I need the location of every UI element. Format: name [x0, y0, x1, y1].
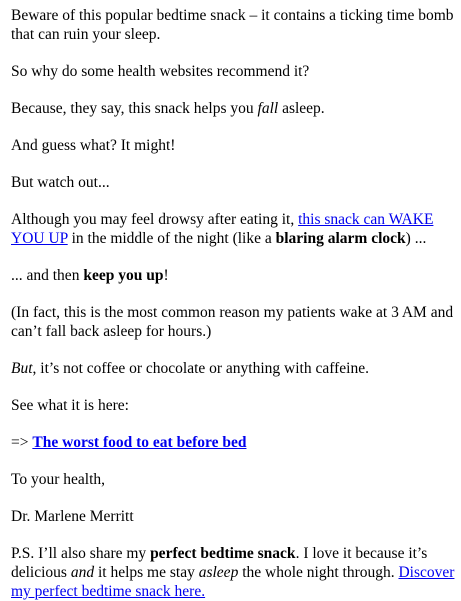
keep-up-text: ... and then — [11, 267, 84, 284]
paragraph-see-here — [11, 396, 455, 415]
emphasis-fall: fall — [257, 100, 279, 117]
paragraph-question — [11, 62, 455, 81]
paragraph-signature — [11, 507, 455, 526]
sign-off-text: To your health, — [11, 471, 106, 488]
question-text: So why do some health websites recommend it? — [11, 63, 310, 80]
because-text: Because, they say, this snack helps you — [11, 100, 258, 117]
paragraph-keep-up — [11, 266, 455, 285]
bold-perfect-snack: perfect bedtime snack — [150, 545, 296, 562]
ps-text-mid3: the whole night through. — [238, 564, 399, 581]
emphasis-asleep: asleep — [198, 564, 239, 581]
watch-out-text: But watch out... — [11, 174, 110, 191]
paragraph-ps — [11, 544, 455, 601]
wake-you-up-link[interactable]: this snack can WAKE YOU UP — [11, 211, 434, 247]
paragraph-guess — [11, 136, 455, 155]
bold-alarm-clock: blaring alarm clock — [275, 230, 406, 247]
paragraph-because — [11, 99, 455, 118]
intro-text: Beware of this popular bedtime snack – it contains a ticking time bomb that can ruin your sleep. — [11, 7, 454, 43]
worst-food-link[interactable] — [32, 434, 246, 451]
see-here-text: See what it is here: — [11, 397, 129, 414]
paragraph-worst-food — [11, 433, 455, 452]
because-text-end: asleep. — [278, 100, 325, 117]
paragraph-drowsy — [11, 210, 455, 248]
emphasis-but: But — [11, 360, 33, 377]
drowsy-text-end: ) ... — [405, 230, 427, 247]
signature-name: Dr. Marlene Merritt — [11, 508, 134, 525]
paragraph-but — [11, 359, 455, 378]
ps-text: P.S. I’ll also share my — [11, 545, 151, 562]
paragraph-intro — [11, 6, 455, 44]
bold-keep-you-up: keep you up — [83, 267, 164, 284]
keep-up-text-end: ! — [163, 267, 169, 284]
arrow-text: => — [11, 434, 33, 451]
ps-text-mid2: it helps me stay — [94, 564, 199, 581]
paragraph-sign-off — [11, 470, 455, 489]
worst-food-link-label[interactable]: The worst food to eat before bed — [32, 434, 247, 451]
guess-text: And guess what? It might! — [11, 137, 176, 154]
but-text: , it’s not coffee or chocolate or anything with caffeine. — [32, 360, 369, 377]
paragraph-in-fact — [11, 303, 455, 341]
emphasis-and: and — [70, 564, 95, 581]
drowsy-text: Although you may feel drowsy after eating it, — [11, 211, 299, 228]
ps-text-mid1: . I love it because it’s delicious — [11, 545, 428, 581]
paragraph-watch-out — [11, 173, 455, 192]
drowsy-text-middle: in the middle of the night (like a — [67, 230, 276, 247]
discover-snack-link[interactable]: Discover my perfect bedtime snack here. — [11, 564, 455, 600]
in-fact-text: (In fact, this is the most common reason my patients wake at 3 AM and can’t fall back asleep for hours.) — [11, 304, 454, 340]
